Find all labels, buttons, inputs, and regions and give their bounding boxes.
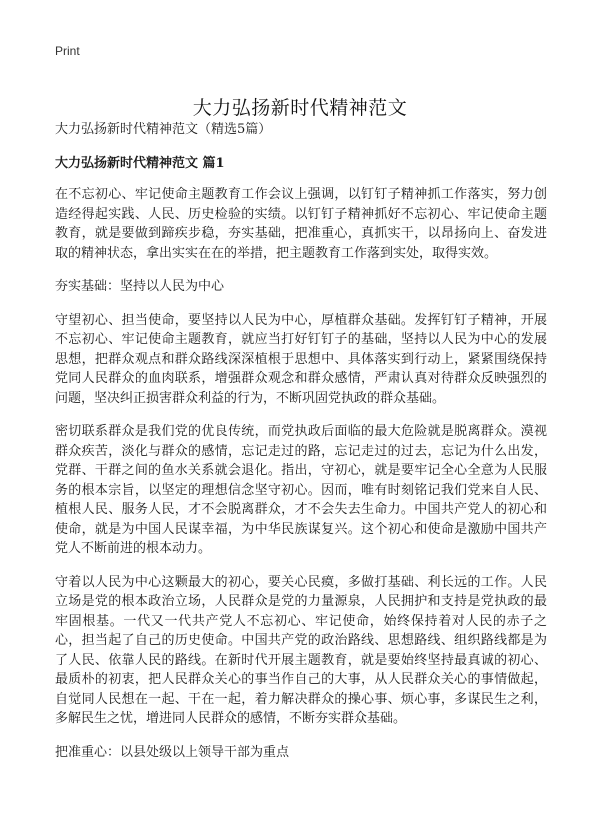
- paragraph-4: 守着以人民为中心这颗最大的初心，要关心民瘼，多做打基础、利长远的工作。人民立场是党的根本政治立场，人民群众是党的力量源泉，人民拥护和支持是党执政的最牢固根基。一代又一代共产党人不忘初心、牢记使命，始终保持着对人民的赤子之心，担当起了自己的历史使命。中国共产党的政治路线、思想路线、组织路线都是为了人民、依靠人民的路线。在新时代开展主题教育，就是要始终坚持最真诚的初心、最质朴的初衷，把人民群众关心的事当作自己的大事，从人民群众关心的事情做起，自觉同人民想在一起、干在一起，着力解决群众的操心事、烦心事，多谋民生之利，多解民生之忧，增进同人民群众的感情，不断夯实群众基础。: [55, 574, 547, 726]
- section-title: 大力弘扬新时代精神范文 篇1: [55, 155, 225, 171]
- subheading-focus: 把准重心：以县处级以上领导干部为重点: [55, 744, 290, 760]
- document-subtitle: 大力弘扬新时代精神范文（精选5篇）: [55, 122, 272, 137]
- paragraph-2: 守望初心、担当使命，要坚持以人民为中心，厚植群众基础。发挥钉钉子精神，开展不忘初心、牢记使命主题教育，就应当打好钉钉子的基础，坚持以人民为中心的发展思想，把群众观点和群众路线深深植根于思想中、具体落实到行动上，紧紧围绕保持党同人民群众的血肉联系，增强群众观念和群众感情，严肃认真对待群众反映强烈的问题，坚决纠正损害群众利益的行为，不断巩固党执政的群众基础。: [55, 312, 547, 406]
- paragraph-3: 密切联系群众是我们党的优良传统，而党执政后面临的最大危险就是脱离群众。漠视群众疾苦，淡化与群众的感情，忘记走过的路，忘记走过的过去，忘记为什么出发，党群、干群之间的鱼水关系就会退化。指出，守初心，就是要牢记全心全意为人民服务的根本宗旨，以坚定的理想信念坚守初心。因而，唯有时刻铭记我们党来自人民、植根人民、服务人民，才不会脱离群众，才不会失去生命力。中国共产党人的初心和使命，就是为中国人民谋幸福，为中华民族谋复兴。这个初心和使命是激励中国共产党人不断前进的根本动力。: [55, 424, 547, 556]
- paragraph-1: 在不忘初心、牢记使命主题教育工作会议上强调，以钉钉子精神抓工作落实，努力创造经得起实践、人民、历史检验的实绩。以钉钉子精神抓好不忘初心、牢记使命主题教育，就是要做到蹄疾步稳，夯实基础，把准重心，真抓实干，以昂扬向上、奋发进取的精神状态，拿出实实在在的举措，把主题教育工作落到实处，取得实效。: [55, 187, 547, 261]
- print-label: Print: [55, 44, 80, 58]
- document-title: 大力弘扬新时代精神范文: [192, 96, 408, 119]
- subheading-foundation: 夯实基础：坚持以人民为中心: [55, 279, 225, 294]
- document-body: [55, 120, 547, 776]
